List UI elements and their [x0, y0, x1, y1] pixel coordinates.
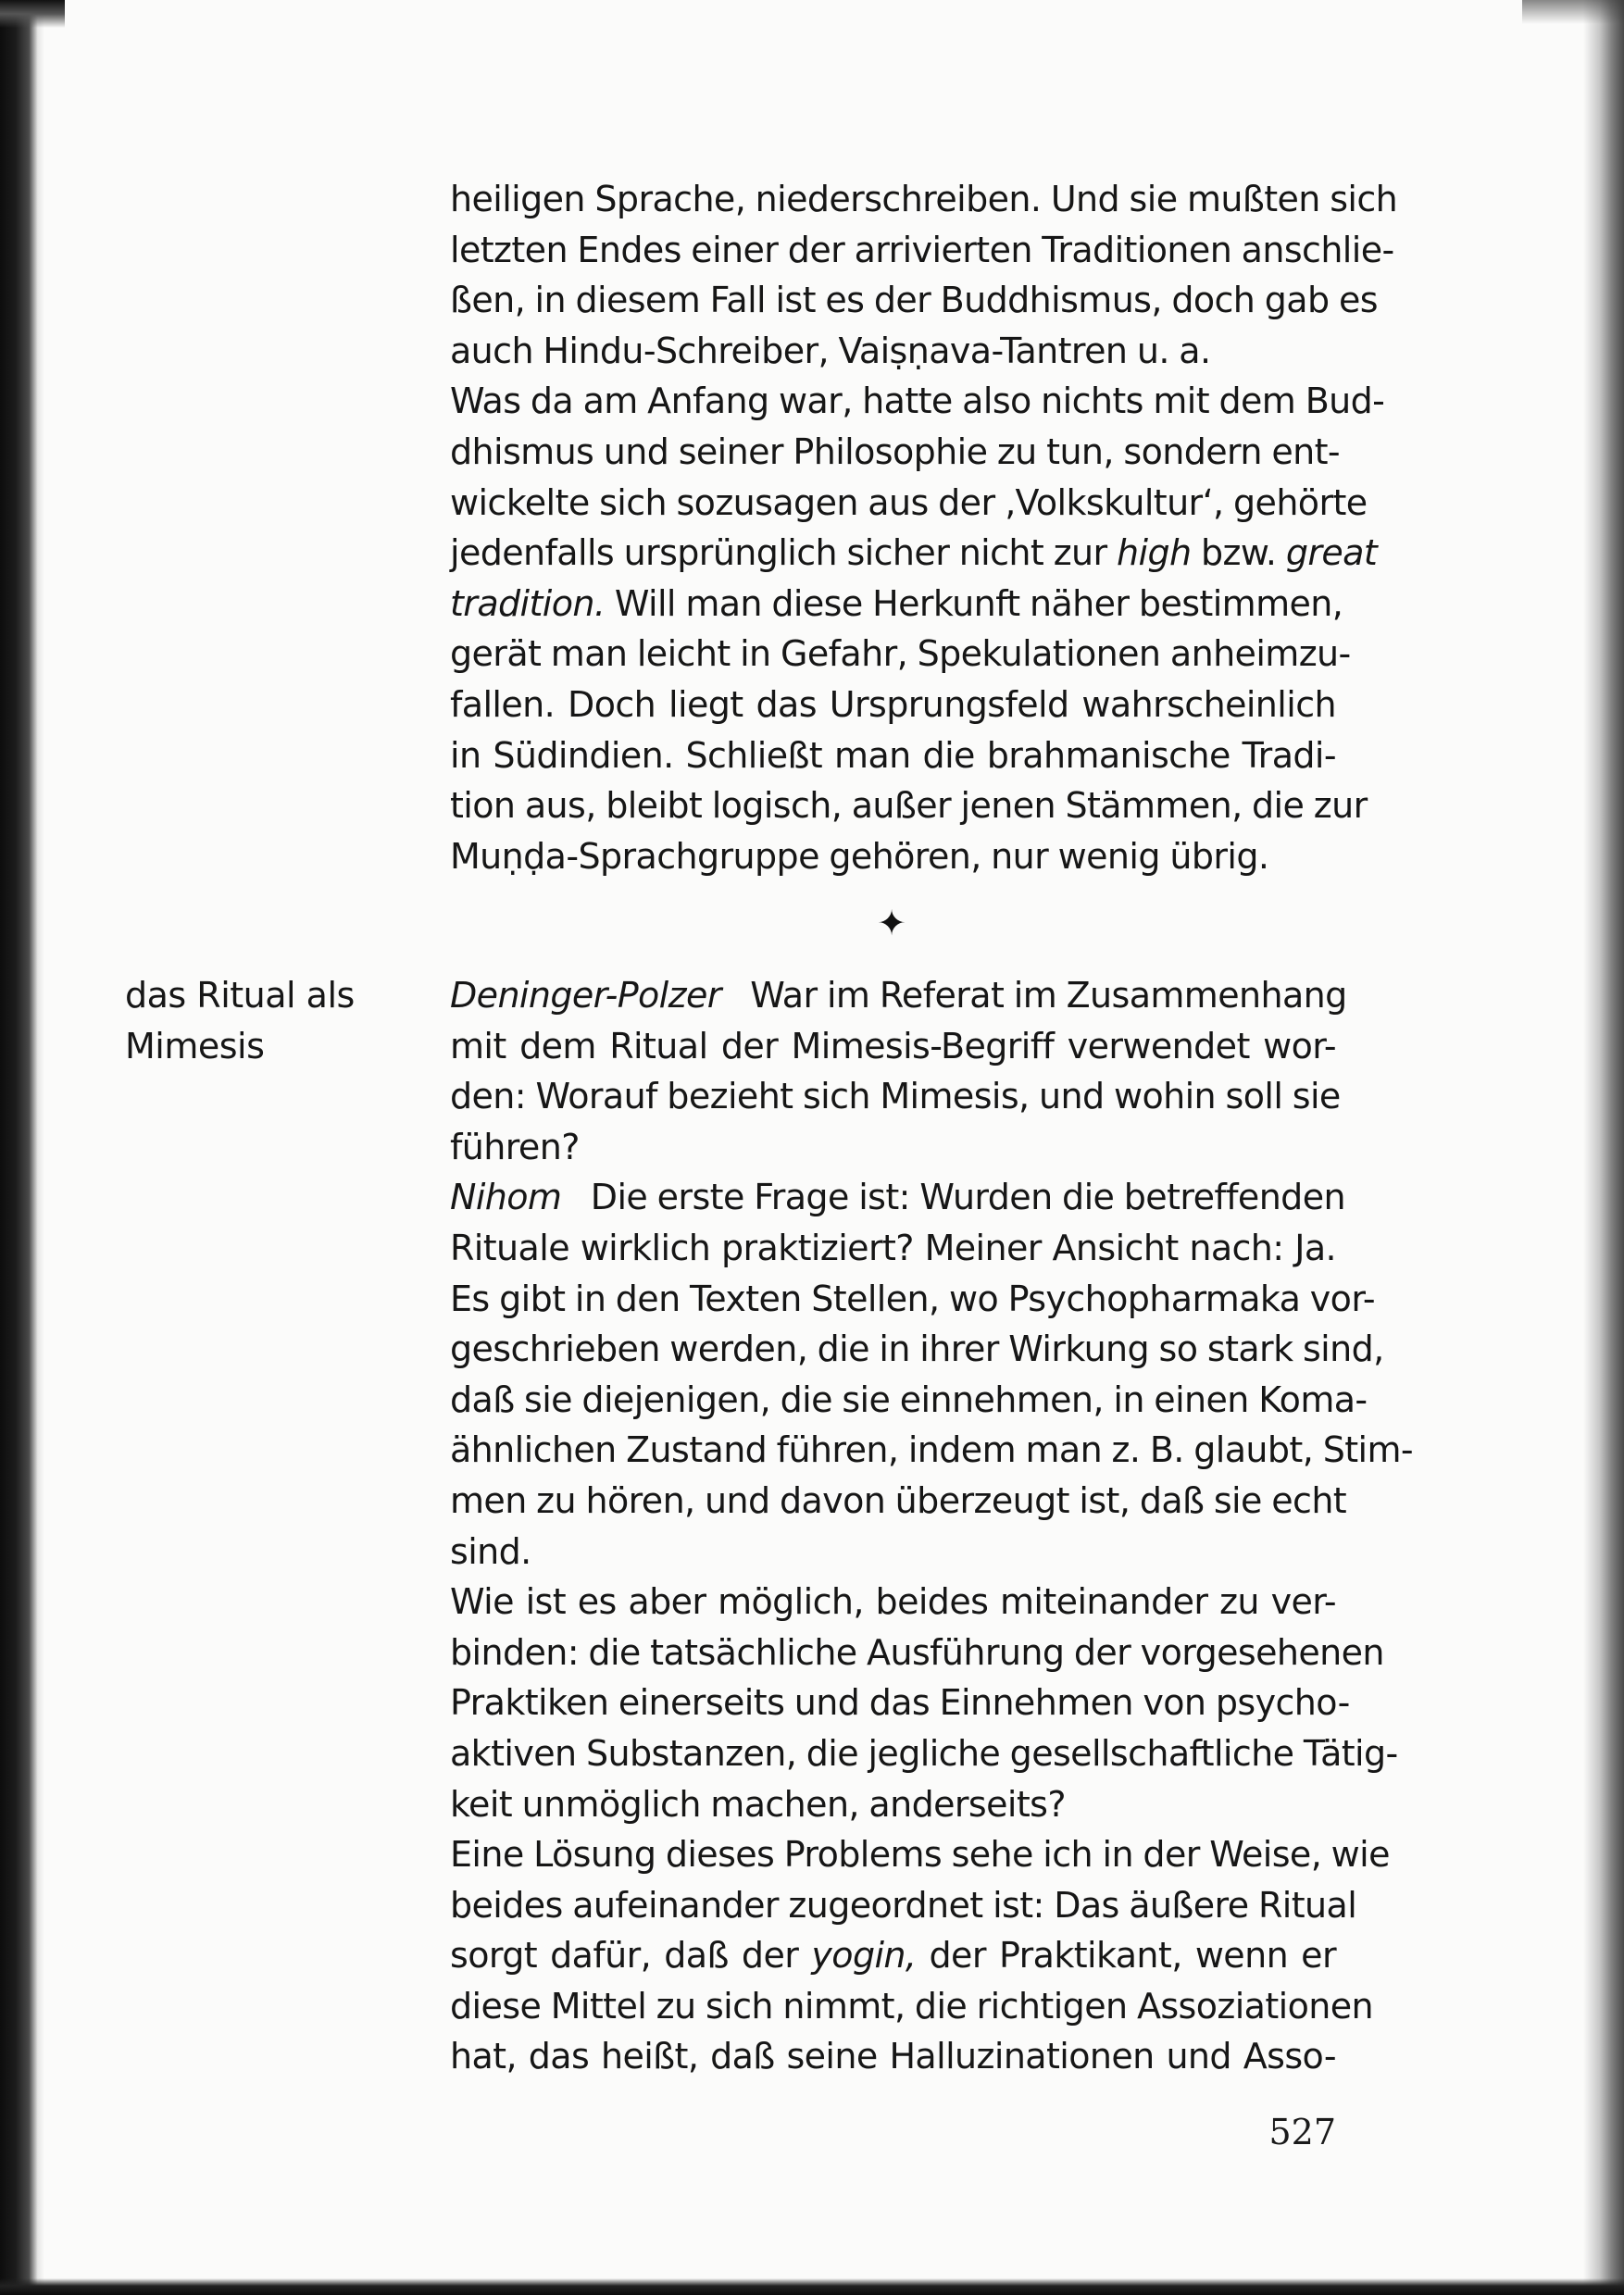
text-line: geschrieben werden, die in ihrer Wirkung so stark sind,: [450, 1328, 1384, 1370]
margin-note-line: das Ritual als: [125, 975, 355, 1016]
text-line: Wie ist es aber möglich, beides miteinander zu ver-: [450, 1581, 1336, 1623]
text-block-discussion: [450, 970, 1413, 2082]
italic-term-tradition: tradition.: [450, 582, 606, 624]
italic-term-yogin: yogin,: [811, 1935, 917, 1977]
text-line: fallen. Doch liegt das Ursprungsfeld wahrscheinlich: [450, 683, 1336, 725]
text-line: führen?: [450, 1126, 580, 1167]
text-line-mixed: [450, 1930, 1336, 1981]
text-run: sorgt dafür, daß der: [450, 1935, 799, 1977]
margin-note-line: Mimesis: [125, 1025, 265, 1066]
text-line: letzten Endes einer der arrivierten Traditionen anschlie-: [450, 229, 1394, 270]
text-line: heiligen Sprache, niederschreiben. Und sie mußten sich: [450, 179, 1398, 219]
text-line: ßen, in diesem Fall ist es der Buddhismus, doch gab es: [450, 280, 1378, 321]
text-run: der Praktikant, wenn er: [929, 1935, 1336, 1977]
text-line: Praktiken einerseits und das Einnehmen von psycho-: [450, 1682, 1350, 1724]
text-line: aktiven Substanzen, die jegliche gesellschaftliche Tätig-: [450, 1732, 1398, 1774]
scan-edge-left: [0, 0, 44, 2295]
text-line: diese Mittel zu sich nimmt, die richtigen Assoziationen: [450, 1985, 1374, 2027]
text-line: daß sie diejenigen, die sie einnehmen, in einen Koma-: [450, 1378, 1368, 1420]
text-line: den: Worauf bezieht sich Mimesis, und wohin soll sie: [450, 1076, 1341, 1117]
speaker-name: Nihom: [450, 1177, 562, 1218]
text-line: dhismus und seiner Philosophie zu tun, sondern ent-: [450, 430, 1340, 472]
text-line: Eine Lösung dieses Problems sehe ich in der Weise, wie: [450, 1834, 1390, 1876]
text-line-mixed: [450, 1172, 1345, 1223]
text-line-mixed: [450, 970, 1347, 1021]
text-line: tion aus, bleibt logisch, außer jenen Stämmen, die zur: [450, 785, 1368, 827]
text-line: men zu hören, und davon überzeugt ist, daß sie echt: [450, 1479, 1347, 1521]
text-line: gerät man leicht in Gefahr, Spekulationen anheimzu-: [450, 633, 1351, 675]
text-line: binden: die tatsächliche Ausführung der vorgesehenen: [450, 1631, 1384, 1673]
section-divider-ornament: ✦: [877, 903, 906, 943]
italic-term-great: great: [1285, 532, 1378, 574]
text-run: Die erste Frage ist: Wurden die betreffenden: [590, 1177, 1345, 1218]
text-line: Rituale wirklich praktiziert? Meiner Ansicht nach: Ja.: [450, 1227, 1336, 1268]
text-run: jedenfalls ursprünglich sicher nicht zur: [450, 532, 1107, 574]
text-line: mit dem Ritual der Mimesis-Begriff verwendet wor-: [450, 1025, 1336, 1066]
text-line: in Südindien. Schließt man die brahmanische Tradi-: [450, 734, 1336, 776]
text-line: keit unmöglich machen, anderseits?: [450, 1783, 1066, 1825]
margin-note: [125, 970, 403, 1071]
page-number: 527: [1268, 2112, 1336, 2152]
text-line: auch Hindu-Schreiber, Vaiṣṇava-Tantren u. a.: [450, 330, 1211, 371]
text-line: hat, das heißt, daß seine Halluzinationen und Asso-: [450, 2036, 1336, 2077]
text-block-continuation: [450, 174, 1398, 881]
scan-edge-top-right: [1522, 0, 1624, 24]
text-line: sind.: [450, 1530, 531, 1572]
italic-term-high: high: [1117, 532, 1192, 574]
scan-edge-right: [1583, 0, 1624, 2295]
text-line-mixed: [450, 528, 1378, 579]
speaker-name: Deninger-Polzer: [450, 975, 721, 1016]
scan-edge-top-left: [0, 0, 65, 28]
text-line: ähnlichen Zustand führen, indem man z. B. glaubt, Stim-: [450, 1429, 1413, 1471]
text-line: Muṇḍa-Sprachgruppe gehören, nur wenig übrig.: [450, 835, 1269, 877]
scan-edge-bottom: [0, 2278, 1624, 2295]
text-line-mixed: [450, 579, 1343, 630]
text-run: Will man diese Herkunft näher bestimmen,: [614, 582, 1343, 624]
text-line: wickelte sich sozusagen aus der ‚Volkskultur‘, gehörte: [450, 481, 1368, 523]
text-line: Es gibt in den Texten Stellen, wo Psychopharmaka vor-: [450, 1278, 1376, 1319]
text-run: War im Referat im Zusammenhang: [750, 975, 1347, 1016]
text-line: beides aufeinander zugeordnet ist: Das äußere Ritual: [450, 1884, 1357, 1926]
text-run: bzw.: [1200, 532, 1277, 574]
text-line: Was da am Anfang war, hatte also nichts mit dem Bud-: [450, 380, 1385, 422]
